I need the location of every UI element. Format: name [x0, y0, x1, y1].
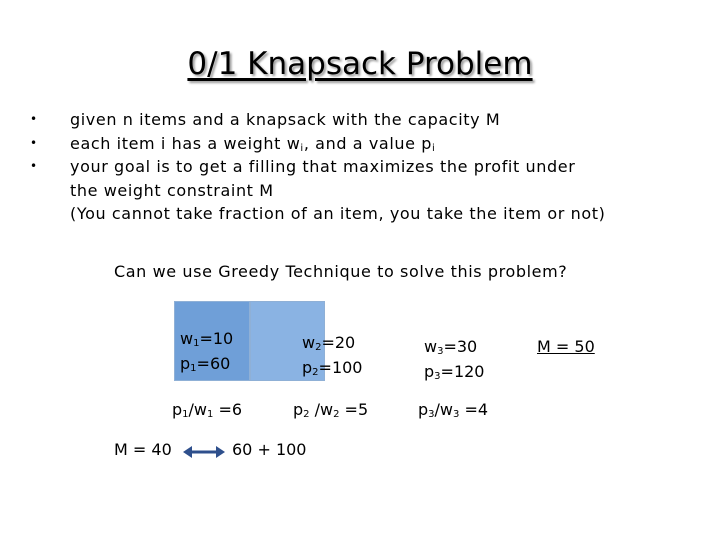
item-2-ratio: $p_2$ $/w_2 =5$ [293, 400, 369, 420]
bullet-marker: • [30, 135, 38, 150]
bullet-text: the weight constraint M [70, 180, 274, 200]
question-text: Can we use Greedy Technique to solve this problem? [114, 262, 568, 281]
bullet-marker: • [30, 159, 38, 173]
bullet-text: each item i has a weight $w_i$, and a value $p_i$ [70, 133, 436, 154]
bullet-text: given n items and a knapsack with the capacity M [70, 110, 501, 129]
item-1-weight-profit: $w_1=10$ $p_1=60$ [180, 329, 234, 374]
bullet-text: your goal is to get a filling that maximizes the profit under [70, 157, 576, 176]
item-3-ratio: $p_3/w_3 =4$ [418, 400, 489, 420]
bullet-text: (You cannot take fraction of an item, you take the item or not) [70, 204, 606, 223]
example-capacity: M = 40 [114, 440, 172, 459]
item-3-weight-profit: $w_3=30$ $p_3=120$ [424, 337, 485, 382]
double-arrow-icon [182, 441, 226, 461]
example-sum: 60 + 100 [232, 440, 307, 459]
item-1-ratio: $p_1/w_1 =6$ [172, 400, 243, 420]
bullet-marker: • [30, 112, 38, 126]
item-2-weight-profit: $w_2=20$ $p_2=100$ [302, 333, 363, 378]
capacity-label: M = 50 [537, 337, 595, 356]
slide-title: 0/1 Knapsack Problem [187, 46, 533, 82]
